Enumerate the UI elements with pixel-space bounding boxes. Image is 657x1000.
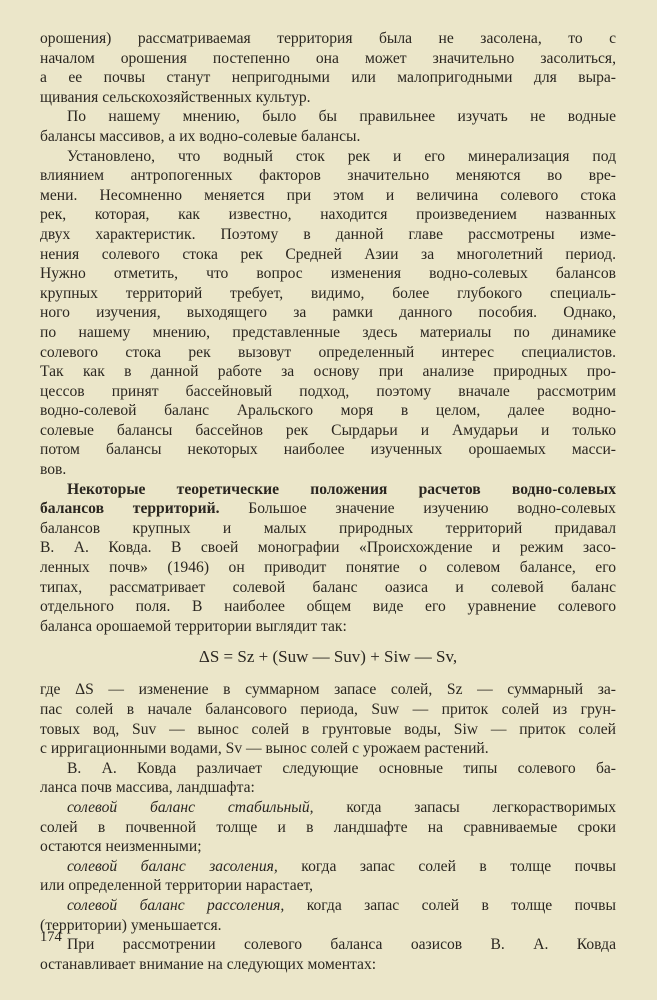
text-line: рек, которая, как известно, находится произведением названных [40,206,616,224]
text-line: ленных почв» (1946) он приводит понятие о солевом балансе, его [40,559,616,577]
text-line: двух характеристик. Поэтому в данной главе рассмотрены изме- [40,225,616,243]
paragraph-7 [40,935,616,974]
paragraph-6 [40,759,616,798]
text-span: когда запас солей в толще почвы [284,896,616,914]
term-italic: солевой баланс стабильный, [67,798,314,816]
text-line: нения солевого стока рек Средней Азии за многолетний период. [40,245,616,263]
text-line: пас солей в начале балансового периода, Suw — приток солей из грун- [40,701,616,718]
text-line: крупных территорий требует, видимо, более глубокого специаль- [40,284,616,302]
text-line: Нужно отметить, что вопрос изменения водно-солевых балансов [40,265,616,283]
balance-type-desalinization [40,896,616,935]
text-line: цессов принят бассейновый подход, поэтому вначале рассмотрим [40,382,616,400]
text-line: балансов крупных и малых природных территорий придавал [40,519,616,537]
text-line: ного изучения, выходящего за рамки данного пособия. Однако, [40,304,616,322]
page-number: 174 [40,929,62,945]
text-span: Большое значение изучению водно-солевых [219,500,616,518]
text-line: (территории) уменьшается. [40,916,222,934]
term-italic: солевой баланс засоления, [67,857,278,875]
salt-balance-formula: ΔS = Sz + (Suw — Suv) + Siw — Sv, [198,647,458,667]
section-heading-end: балансов территорий. [40,500,220,518]
text-line: водно-солевой баланс Аральского моря в целом, далее водно- [40,402,616,420]
text-line: по нашему мнению, представленные здесь материалы по динамике [40,323,616,341]
text-line: балансы массивов, а их водно-солевые балансы. [40,127,361,145]
text-line: баланса орошаемой территории выглядит так: [40,617,347,635]
text-line [40,896,616,916]
text-line: а ее почвы станут непригодными или малопригодными для выра- [40,69,616,87]
text-line [40,798,616,818]
paragraph-2 [40,107,616,146]
text-line: останавливает внимание на следующих моментах: [40,955,377,973]
text-line: По нашему мнению, было бы правильнее изучать не водные [67,108,616,126]
text-line [40,857,616,877]
text-line: солей в почвенной толще и в ландшафте на сравниваемые сроки [40,818,616,836]
text-line: или определенной территории нарастает, [40,877,314,895]
text-line: отдельного поля. В наиболее общем виде его уравнение солевого [40,598,616,616]
text-line: началом орошения постепенно она может значительно засолиться, [40,49,616,67]
text-line: Так как в данной работе за основу при анализе природных про- [40,363,616,381]
text-line: типах, рассматривает солевой баланс оазиса и солевой баланс [40,578,616,596]
text-span: когда запас солей в толще почвы [277,857,617,875]
text-line: В. А. Ковда различает следующие основные типы солевого ба- [67,759,616,777]
paragraph-3 [40,147,616,480]
text-span: когда запасы легкорастворимых [313,798,616,816]
text-line: влиянием антропогенных факторов значительно меняются во вре- [40,167,616,185]
text-line: где ΔS — изменение в суммарном запасе солей, Sz — суммарный за- [40,681,616,699]
balance-type-salinization [40,857,616,896]
section-heading: Некоторые теоретические положения расчетов водно-солевых [67,480,616,498]
text-line: с ирригационными водами, Sv — вынос солей с урожаем растений. [40,740,489,758]
text-line: потом балансы некоторых наиболее изученных орошаемых масси- [40,441,616,459]
text-line: При рассмотрении солевого баланса оазисов В. А. Ковда [67,936,616,954]
text-line: ланса почв массива, ландшафта: [40,779,255,797]
text-line: остаются неизменными; [40,838,202,856]
formula-legend [40,680,616,758]
paragraph-1 [40,29,616,107]
text-line: мени. Несомненно меняется при этом и величина солевого стока [40,186,616,204]
section-paragraph [40,480,616,637]
text-line: товых вод, Suv — вынос солей в грунтовые воды, Siw — приток солей [40,720,616,738]
text-line: щивания сельскохозяйственных культур. [40,88,311,106]
balance-type-stable [40,798,616,857]
text-line: вов. [40,461,67,479]
text-line: орошения) рассматриваемая территория была не засолена, то с [40,30,616,47]
term-italic: солевой баланс рассоления, [67,896,285,914]
text-line: Установлено, что водный сток рек и его минерализация под [67,147,616,165]
text-line: солевые балансы бассейнов рек Сырдарьи и Амударьи и только [40,421,616,439]
text-line: солевого стока рек вызовут определенный интерес специалистов. [40,343,616,361]
text-line [40,499,616,519]
text-line: В. А. Ковда. В своей монографии «Происхождение и режим засо- [40,539,616,557]
